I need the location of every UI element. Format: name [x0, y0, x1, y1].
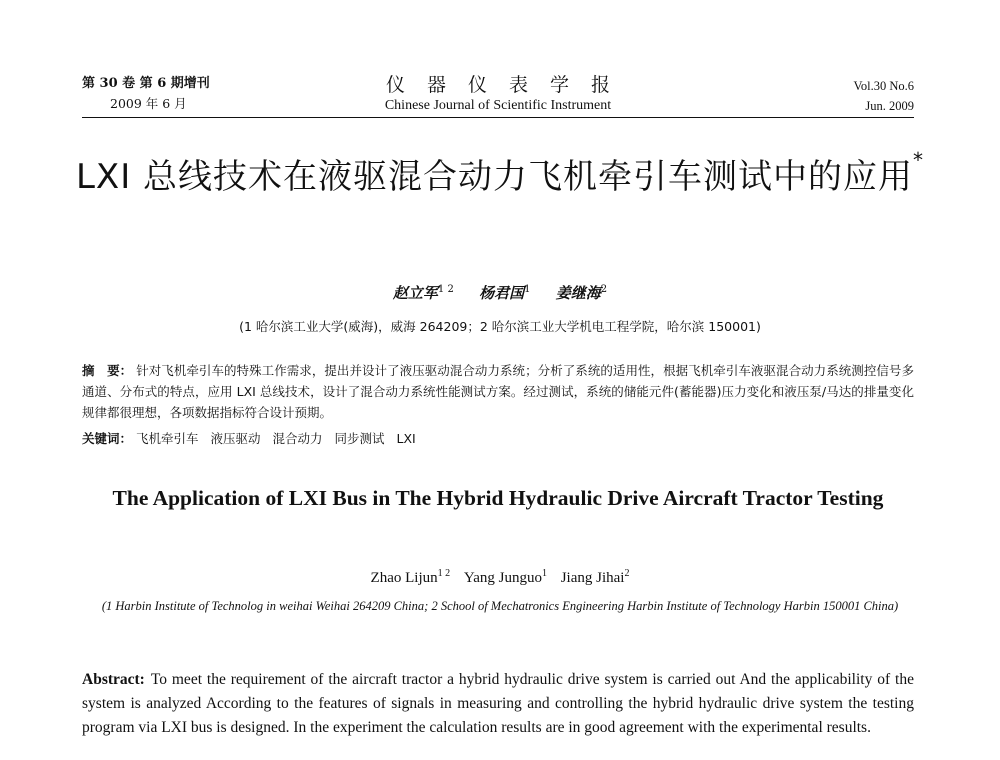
keyword: 混合动力: [272, 431, 323, 446]
header-center: [82, 74, 914, 116]
author-cn: 姜继海$^2$: [555, 284, 608, 302]
abstract-en-text: To meet the requirement of the aircraft tractor a hybrid hydraulic drive system is carried out And the applicability of the system is analyzed According to the features of signals in measuring and controlling the hybrid hydraulic drive system the testing program via LXI bus is designed. In the experiment the calculation results are in good agreement with the experimental results.: [82, 671, 914, 736]
author-cn: 赵立军$^{1 2}$: [392, 284, 454, 302]
date-cn: 2009 年 6 月: [110, 96, 187, 111]
title-footnote-mark: *: [913, 148, 925, 172]
header-right: [853, 76, 914, 116]
abstract-en: [82, 668, 914, 740]
author-en: Yang Junguo$^1$: [463, 568, 547, 586]
abstract-cn-text: 针对飞机牵引车的特殊工作需求，提出并设计了液压驱动混合动力系统；分析了系统的适用性，根据飞机牵引车液驱混合动力系统测控信号多通道、分布式的特点，应用 LXI 总线技术，设计了混合动力系统性能测试方案。经过测试，系统的储能元件(蓄能器)压力变化和液压泵/马达的排量变化规律都很理想，各项数据指标符合设计预期。: [82, 363, 914, 420]
affiliation-cn: (1 哈尔滨工业大学(威海)，威海 264209；2 哈尔滨工业大学机电工程学院，哈尔滨 150001): [239, 319, 761, 334]
keyword: 液压驱动: [210, 431, 261, 446]
keywords-cn: [82, 428, 914, 449]
keywords-cn-label: 关键词：: [82, 431, 133, 446]
keyword: 同步测试: [334, 431, 385, 446]
affiliation-en: (1 Harbin Institute of Technolog in weihai Weihai 264209 China; 2 School of Mechatronics Engineering Harbin Institute of Technology Harbin 150001 China): [101, 599, 899, 613]
journal-header: [82, 74, 914, 118]
abstract-cn: [82, 360, 914, 423]
volume-cn: 第 30 卷 第 6 期增刊: [82, 76, 210, 91]
author-en: Zhao Lijun$^{1 2}$: [370, 568, 451, 586]
keyword: 飞机牵引车: [136, 431, 199, 446]
header-rule: [82, 117, 914, 118]
paper-title-en: The Application of LXI Bus in The Hybrid Hydraulic Drive Aircraft Tractor Testing: [112, 486, 884, 510]
title-cn-text: LXI 总线技术在液驱混合动力飞机牵引车测试中的应用: [75, 157, 914, 197]
keyword: LXI: [396, 431, 416, 446]
author-list-en: [0, 568, 1000, 587]
author-en: Jiang Jihai$^2$: [560, 568, 630, 586]
volume-en: Vol.30 No.6: [853, 79, 914, 93]
author-cn: 杨君国$^1$: [479, 284, 531, 302]
paper-title-cn: [40, 150, 960, 204]
date-en: Jun. 2009: [865, 99, 914, 113]
abstract-cn-label: 摘 要：: [82, 363, 133, 378]
author-list-cn: [0, 282, 1000, 303]
journal-name-en: Chinese Journal of Scientific Instrument: [384, 98, 612, 113]
journal-name-cn: 仪器仪表学报: [385, 74, 632, 96]
abstract-en-label: Abstract:: [82, 671, 145, 688]
